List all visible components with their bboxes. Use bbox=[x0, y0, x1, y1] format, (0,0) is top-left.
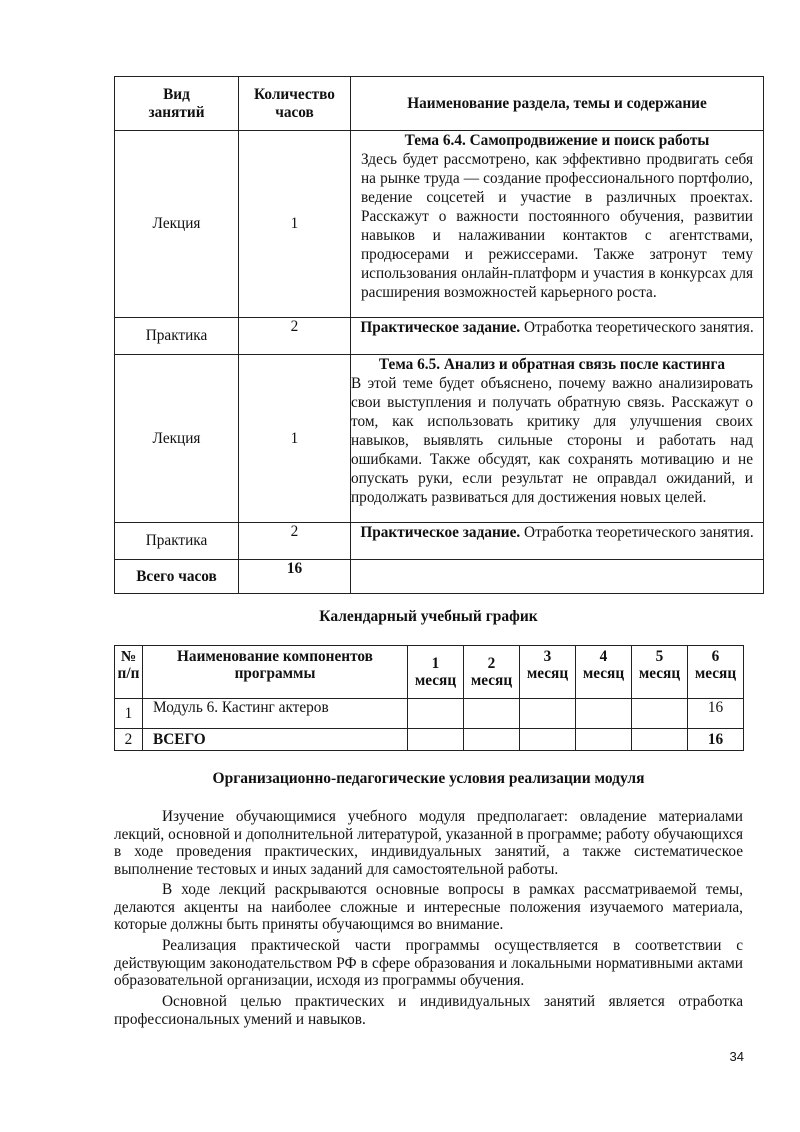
conditions-title: Организационно-педагогические условия реализации модуля bbox=[212, 770, 645, 787]
row-hours: 1 bbox=[239, 131, 351, 318]
conditions-paragraph-4: Основной целью практических и индивидуальных занятий является отработка профессиональных умений и навыков. bbox=[114, 993, 743, 1028]
calendar-num: 2 bbox=[115, 729, 143, 751]
calendar-table bbox=[114, 645, 744, 751]
row-type: Практика bbox=[115, 318, 239, 355]
table-row bbox=[115, 131, 764, 318]
table-row bbox=[115, 699, 744, 729]
header-num: № п/п bbox=[115, 646, 143, 699]
row-hours: 2 bbox=[239, 523, 351, 560]
row-hours: 1 bbox=[239, 355, 351, 523]
header-type: Вид занятий bbox=[115, 77, 239, 131]
table-row bbox=[115, 523, 764, 560]
table-row-total bbox=[115, 560, 764, 594]
header-month-5: 5 месяц bbox=[632, 646, 688, 699]
task-text: Отработка теоретического занятия. bbox=[520, 524, 754, 541]
row-type: Лекция bbox=[115, 131, 239, 318]
row-type: Лекция bbox=[115, 355, 239, 523]
total-value: 16 bbox=[239, 560, 351, 594]
calendar-name: Модуль 6. Кастинг актеров bbox=[143, 699, 408, 729]
row-content bbox=[351, 318, 764, 355]
calendar-name: ВСЕГО bbox=[143, 729, 408, 751]
row-content bbox=[351, 355, 764, 523]
topic-title: Тема 6.4. Самопродвижение и поиск работы bbox=[404, 132, 710, 149]
topic-text: Здесь будет рассмотрено, как эффективно продвигать себя на рынке труда — создание профессионального портфолио, ведение соцсетей и участие в различных проектах. Расскажут о важности постоянного обучения, развитии навыков и налаживании контактов с агентствами, продюсерами и режиссерами. Также затронут тему использования онлайн-платформ и участия в конкурсах для расширения возможностей карьерного роста. bbox=[361, 151, 753, 301]
header-content: Наименование раздела, темы и содержание bbox=[351, 77, 764, 131]
conditions-paragraph-3: Реализация практической части программы осуществляется в соответствии с действующим законодательством РФ в сфере образования и локальными нормативными актами образовательной организации, исходя из программы обучения. bbox=[114, 937, 743, 989]
table-row bbox=[115, 318, 764, 355]
table-row bbox=[115, 355, 764, 523]
task-text: Отработка теоретического занятия. bbox=[520, 319, 754, 336]
header-hours: Количество часов bbox=[239, 77, 351, 131]
row-type: Практика bbox=[115, 523, 239, 560]
conditions-paragraph-1: Изучение обучающимися учебного модуля предполагает: овладение материалами лекций, основной и дополнительной литературой, указанной в программе; работу обучающихся в ходе проведения практических, индивидуальных занятий, а также систематическое выполнение тестовых и иных заданий для самостоятельной работы. bbox=[114, 808, 743, 878]
table-row bbox=[115, 729, 744, 751]
task-label: Практическое задание. bbox=[360, 319, 521, 336]
row-hours: 2 bbox=[239, 318, 351, 355]
header-name: Наименование компонентов программы bbox=[143, 646, 408, 699]
program-table-header bbox=[115, 77, 764, 131]
topic-title: Тема 6.5. Анализ и обратная связь после кастинга bbox=[378, 356, 726, 373]
conditions-paragraph-2: В ходе лекций раскрываются основные вопросы в рамках рассматриваемой темы, делаются акценты на наиболее сложные и интересные положения изучаемого материала, которые должны быть приняты обучающимся во внимание. bbox=[114, 881, 743, 933]
calendar-num: 1 bbox=[115, 699, 143, 729]
header-month-2: 2 месяц bbox=[464, 646, 520, 699]
header-month-1: 1 месяц bbox=[408, 646, 464, 699]
header-month-6: 6 месяц bbox=[688, 646, 744, 699]
page-number: 34 bbox=[729, 1049, 744, 1064]
header-month-4: 4 месяц bbox=[576, 646, 632, 699]
total-label: Всего часов bbox=[115, 560, 239, 594]
calendar-month-6: 16 bbox=[688, 699, 744, 729]
task-label: Практическое задание. bbox=[360, 524, 521, 541]
calendar-title: Календарный учебный график bbox=[319, 608, 538, 625]
row-content bbox=[351, 523, 764, 560]
header-month-3: 3 месяц bbox=[520, 646, 576, 699]
row-content bbox=[351, 131, 764, 318]
program-table bbox=[114, 76, 764, 594]
calendar-month-6: 16 bbox=[688, 729, 744, 751]
calendar-header bbox=[115, 646, 744, 699]
topic-text: В этой теме будет объяснено, почему важно анализировать свои выступления и получать обратную связь. Расскажут о том, как использовать критику для улучшения своих навыков, выявлять сильные стороны и работать над ошибками. Также обсудят, как сохранять мотивацию и не опускать руки, если результат не оправдал ожиданий, и продолжать развиваться для достижения новых целей. bbox=[351, 375, 753, 506]
total-content bbox=[351, 560, 764, 594]
